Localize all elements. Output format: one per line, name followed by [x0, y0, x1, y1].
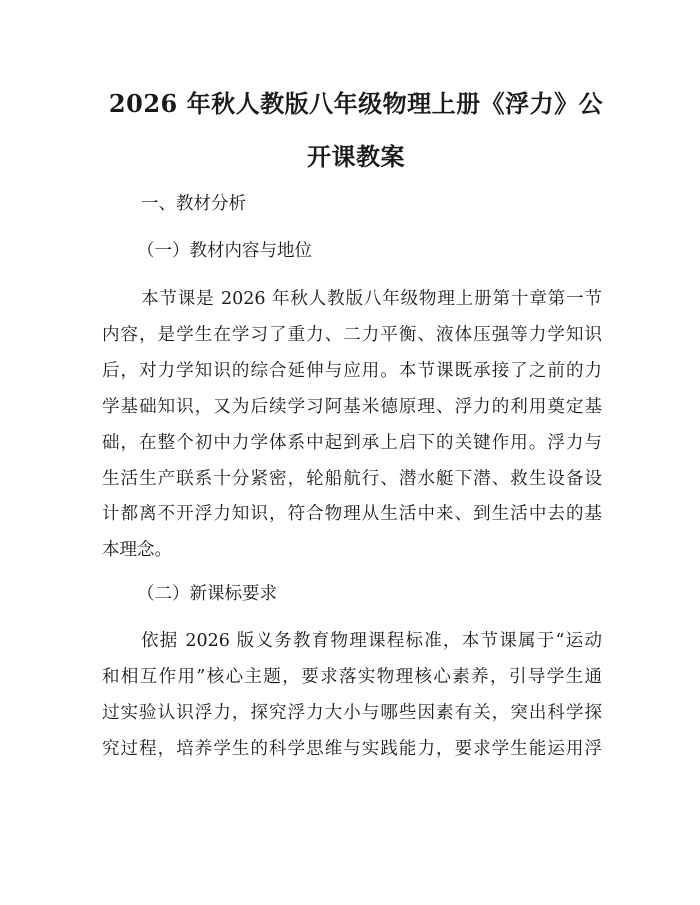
subsection-heading-content-position: （一）教材内容与地位 [137, 241, 312, 261]
paragraph-2-line: 依据 2026 版义务教育物理课程标准，本节课属于“运动 [141, 631, 602, 651]
paragraph-1-line: 生活生产联系十分紧密，轮船航行、潜水艇下潜、救生设备设 [102, 469, 602, 489]
paragraph-2-line: 和相互作用”核心主题，要求落实物理核心素养，引导学生通 [102, 667, 602, 687]
document-title-line-2: 开课教案 [307, 142, 405, 171]
section-heading-textbook-analysis: 一、教材分析 [141, 194, 246, 214]
paragraph-1-line: 础，在整个初中力学体系中起到承上启下的关键作用。浮力与 [102, 433, 602, 453]
paragraph-1-line: 本节课是 2026 年秋人教版八年级物理上册第十章第一节 [141, 289, 602, 309]
paragraph-1-line: 本理念。 [102, 540, 172, 560]
document-title-line-1: 2026 年秋人教版八年级物理上册《浮力》公 [108, 89, 604, 118]
paragraph-1-line: 计都离不开浮力知识，符合物理从生活中来、到生活中去的基 [102, 504, 602, 524]
subsection-heading-curriculum-standard: （二）新课标要求 [137, 584, 277, 604]
paragraph-1-line: 内容，是学生在学习了重力、二力平衡、液体压强等力学知识 [102, 325, 602, 345]
paragraph-1-line: 学基础知识，又为后续学习阿基米德原理、浮力的利用奠定基 [102, 397, 602, 417]
paragraph-1-line: 后，对力学知识的综合延伸与应用。本节课既承接了之前的力 [102, 361, 602, 381]
paragraph-2-line: 究过程，培养学生的科学思维与实践能力，要求学生能运用浮 [102, 739, 602, 759]
paragraph-2-line: 过实验认识浮力，探究浮力大小与哪些因素有关，突出科学探 [102, 703, 602, 723]
